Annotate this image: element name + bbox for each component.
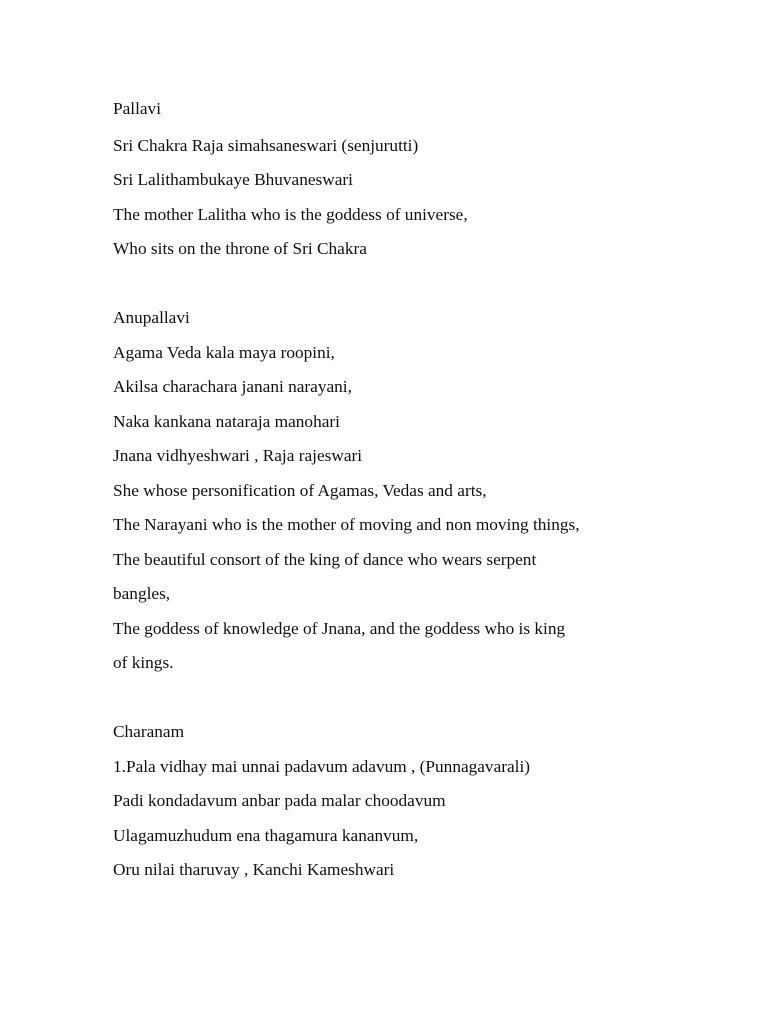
- anupallavi-line: She whose personification of Agamas, Vedas and arts,: [113, 480, 487, 500]
- anupallavi-line: Akilsa charachara janani narayani,: [113, 377, 352, 396]
- anupallavi-line: Agama Veda kala maya roopini,: [113, 342, 335, 362]
- charanam-line: Oru nilai tharuvay , Kanchi Kameshwari: [113, 860, 395, 879]
- section-spacer: [113, 681, 733, 716]
- charanam-line: 1.Pala vidhay mai unnai padavum adavum , (Punnagavarali): [113, 756, 531, 776]
- anupallavi-line: The beautiful consort of the king of dance who wears serpent: [113, 549, 537, 569]
- lyrics-document: [113, 92, 733, 888]
- pallavi-line: Sri Lalithambukaye Bhuvaneswari: [113, 170, 353, 189]
- section-spacer: [113, 267, 733, 302]
- anupallavi-line: Jnana vidhyeshwari , Raja rajeswari: [113, 446, 363, 465]
- charanam-line: Ulagamuzhudum ena thagamura kananvum,: [113, 825, 419, 845]
- anupallavi-line: Naka kankana nataraja manohari: [113, 411, 340, 431]
- pallavi-line: The mother Lalitha who is the goddess of universe,: [113, 204, 468, 224]
- anupallavi-heading: Anupallavi: [113, 308, 190, 327]
- anupallavi-line: The goddess of knowledge of Jnana, and the goddess who is king: [113, 618, 566, 638]
- charanam-section: [113, 715, 733, 888]
- anupallavi-line: of kings.: [113, 653, 174, 672]
- pallavi-line: Who sits on the throne of Sri Chakra: [113, 239, 367, 258]
- pallavi-line: Sri Chakra Raja simahsaneswari (senjurutti): [113, 135, 419, 155]
- anupallavi-line: The Narayani who is the mother of moving and non moving things,: [113, 515, 580, 534]
- charanam-line: Padi kondadavum anbar pada malar choodavum: [113, 791, 446, 810]
- anupallavi-section: [113, 301, 733, 681]
- charanam-heading: Charanam: [113, 722, 185, 741]
- pallavi-section: [113, 92, 733, 267]
- anupallavi-line: bangles,: [113, 584, 171, 603]
- pallavi-heading: Pallavi: [113, 99, 161, 118]
